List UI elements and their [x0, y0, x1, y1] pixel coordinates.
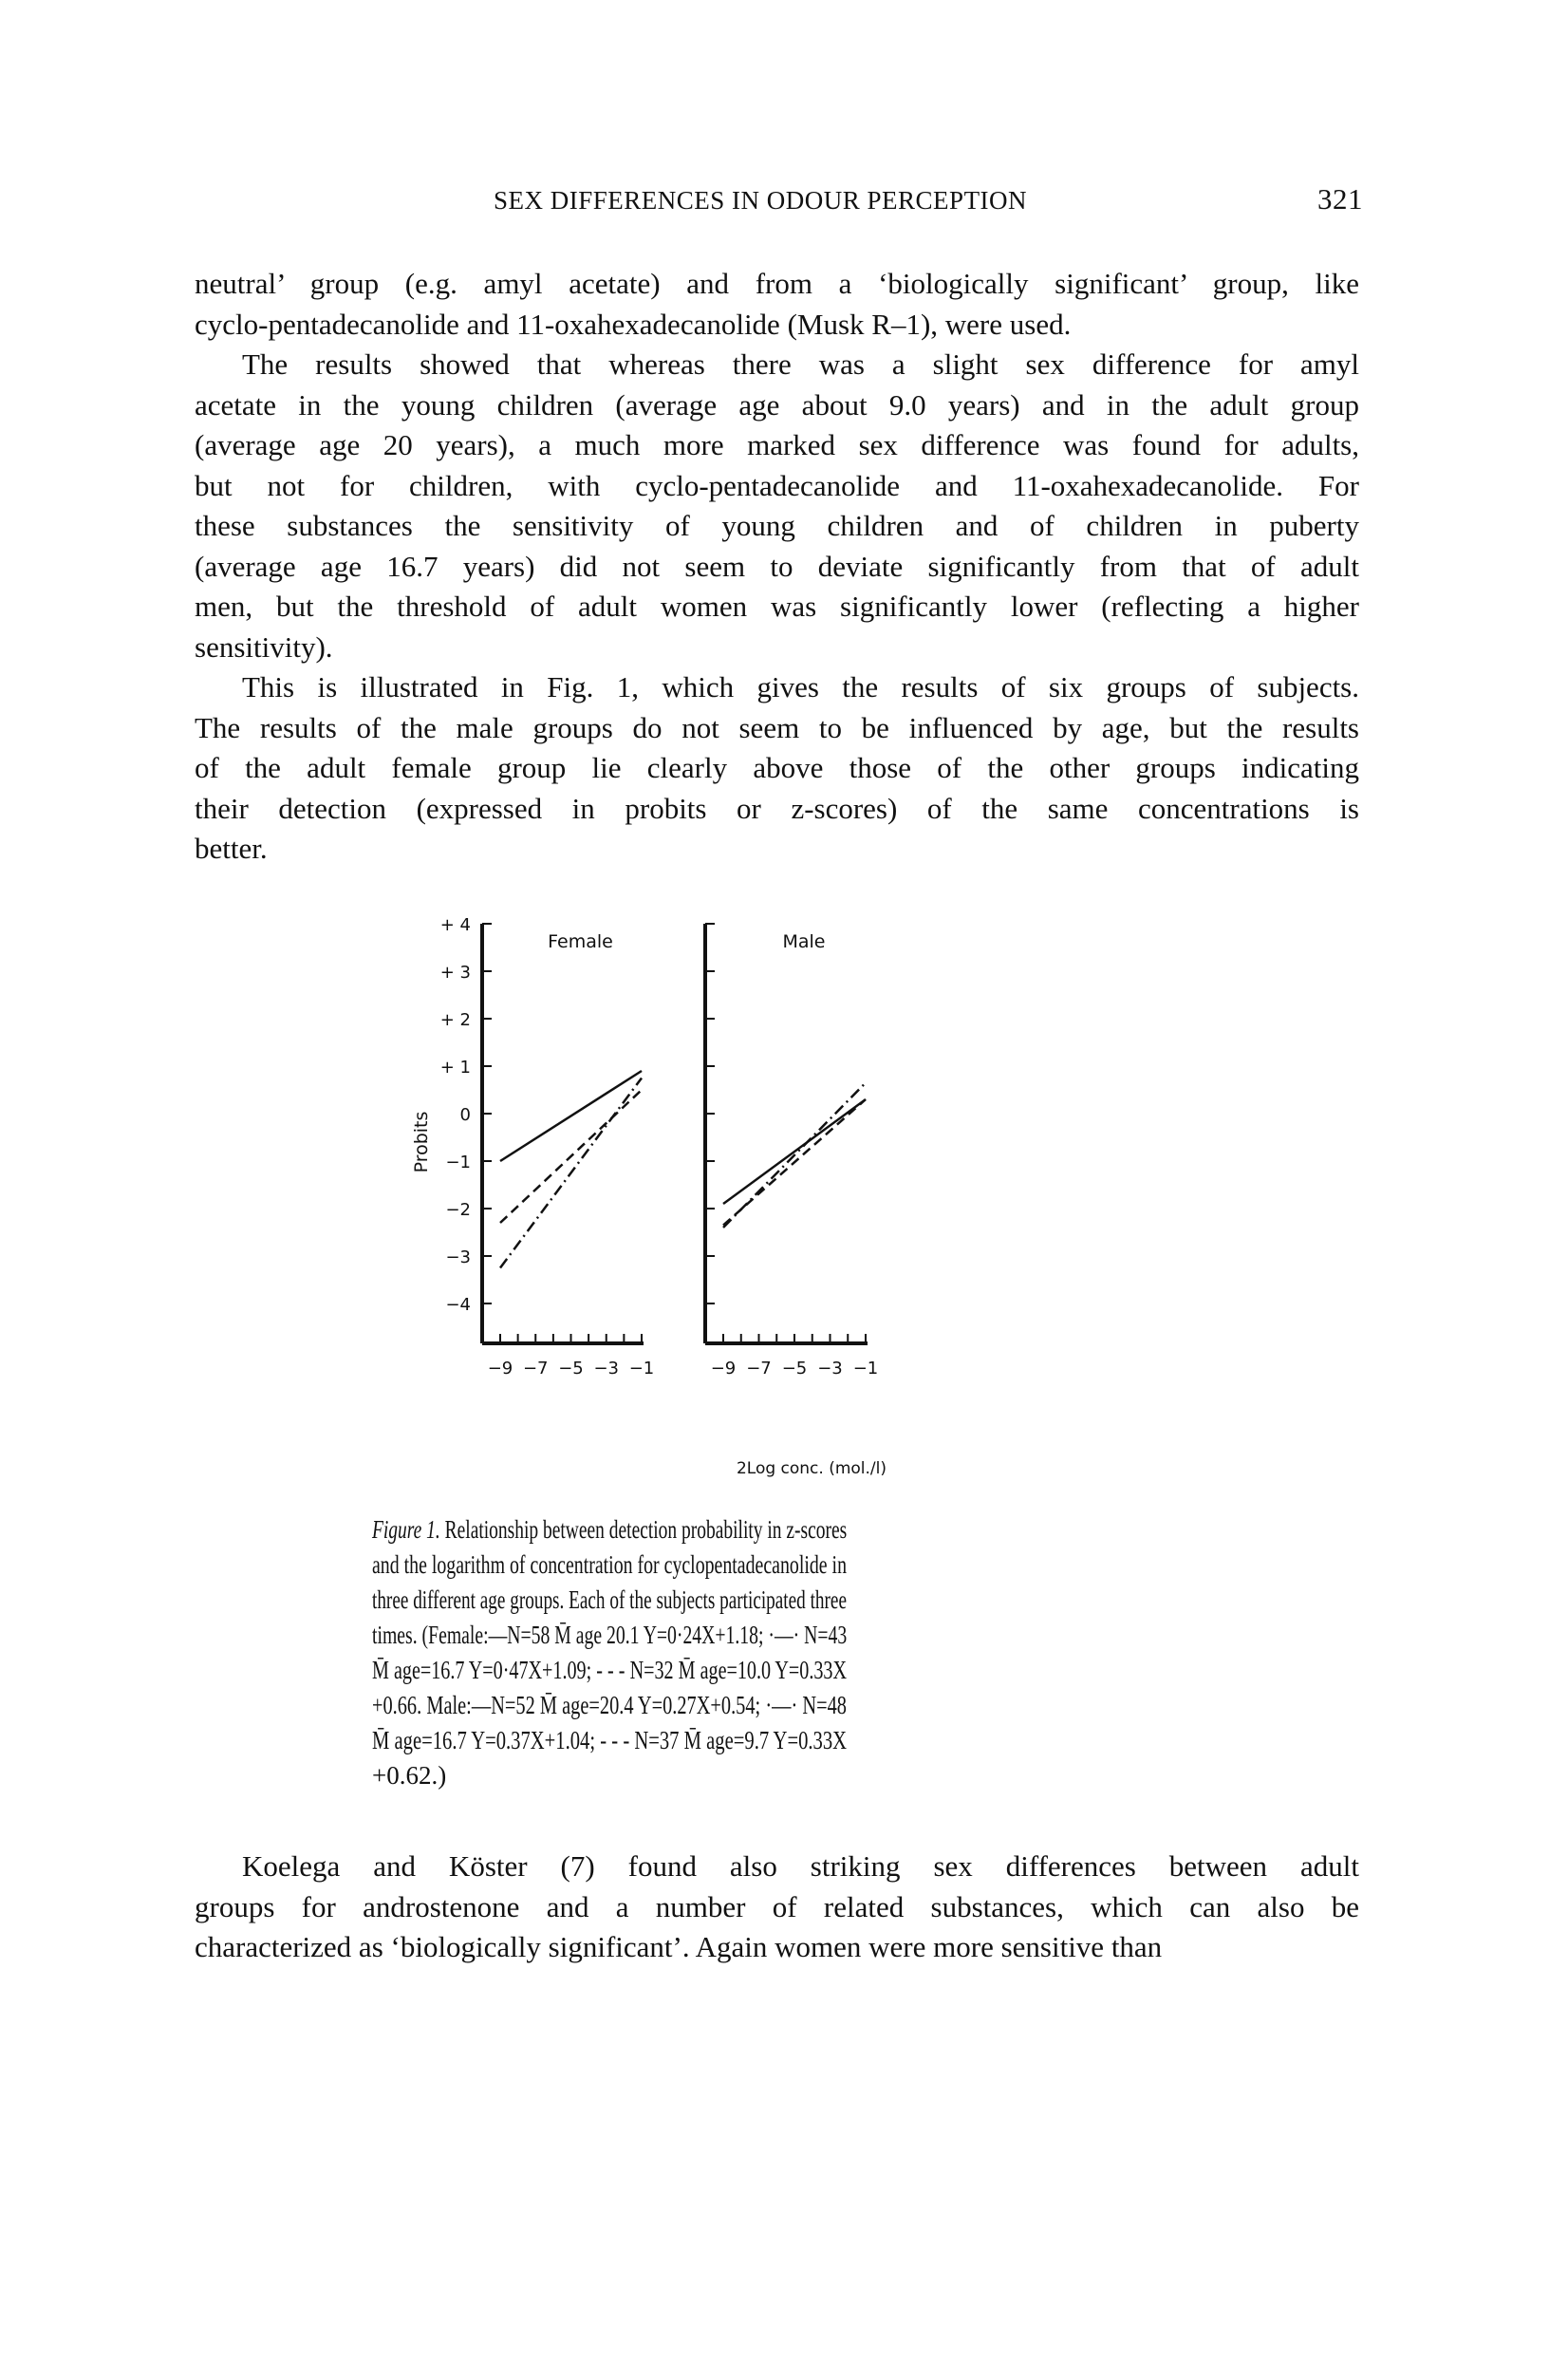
text-line: (average age 16.7 years) did not seem to deviate significantly from that of adult	[195, 549, 1359, 583]
text-line: acetate in the young children (average age about 9.0 years) and in the adult group	[195, 387, 1359, 422]
text-line: of the adult female group lie clearly above those of the other groups indicating	[195, 751, 1359, 784]
y-axis-label: Probits	[411, 1111, 432, 1173]
y-tick-label: −2	[445, 1200, 471, 1220]
x-tick-label: −9	[710, 1359, 737, 1378]
caption-text: Relationship between detection probability in z-scores	[439, 1515, 848, 1544]
text-line: groups for androstenone and a number of related substances, which can also be	[195, 1889, 1359, 1923]
running-title: SEX DIFFERENCES IN ODOUR PERCEPTION	[494, 186, 1028, 215]
y-tick-label: + 2	[439, 1010, 471, 1030]
series-line-dashdot	[500, 1078, 642, 1268]
x-tick-label: −3	[817, 1359, 843, 1378]
caption-line: and the logarithm of concentration for cyclopentadecanolide in	[372, 1550, 848, 1579]
figure-caption	[372, 1512, 847, 1793]
caption-label: Figure 1.	[372, 1515, 440, 1544]
caption-line: times. (Female:—N=58 M̄ age 20.1 Y=0·24X+1.18; ·—· N=43	[372, 1621, 848, 1649]
text-line: these substances the sensitivity of young children and of children in puberty	[195, 509, 1359, 542]
text-line: cyclo-pentadecanolide and 11-oxahexadecanolide (Musk R–1), were used.	[195, 307, 1072, 341]
series-line-dashdot	[723, 1083, 866, 1228]
caption-line: +0.66. Male:—N=52 M̄ age=20.4 Y=0.27X+0.54; ·—· N=48	[372, 1691, 847, 1719]
page-number: 321	[1317, 182, 1363, 216]
panel-title: Female	[548, 931, 613, 952]
x-tick-label: −9	[487, 1359, 513, 1378]
x-tick-label: −5	[781, 1359, 808, 1378]
text-line: This is illustrated in Fig. 1, which gives the results of six groups of subjects.	[242, 670, 1359, 703]
text-line: Koelega and Köster (7) found also striking sex differences between adult	[242, 1849, 1359, 1883]
x-tick-label: −7	[746, 1359, 772, 1378]
text-line: men, but the threshold of adult women was significantly lower (reflecting a higher	[195, 590, 1359, 623]
text-line: better.	[195, 832, 268, 865]
caption-line	[372, 1512, 847, 1547]
x-tick-label: −3	[593, 1359, 620, 1378]
panel-title: Male	[782, 931, 826, 952]
y-tick-label: −3	[445, 1247, 471, 1267]
x-tick-label: −5	[558, 1359, 584, 1378]
x-tick-label: −7	[522, 1359, 549, 1378]
caption-line: +0.62.)	[372, 1761, 447, 1790]
y-tick-label: −1	[445, 1153, 471, 1172]
text-line: The results showed that whereas there was a slight sex difference for amyl	[242, 347, 1359, 381]
x-tick-label: −1	[852, 1359, 879, 1378]
text-line: The results of the male groups do not seem to be influenced by age, but the results	[195, 710, 1359, 744]
y-tick-label: + 4	[439, 915, 471, 935]
series-line-dashed	[500, 1090, 642, 1223]
text-line: their detection (expressed in probits or z-scores) of the same concentrations is	[195, 791, 1359, 825]
y-tick-label: 0	[459, 1105, 471, 1125]
text-line: (average age 20 years), a much more marked sex difference was found for adults,	[195, 428, 1359, 461]
text-line: but not for children, with cyclo-pentadecanolide and 11-oxahexadecanolide. For	[195, 468, 1359, 502]
body-text-continued	[195, 1847, 1359, 1968]
text-line: neutral’ group (e.g. amyl acetate) and from a ‘biologically significant’ group, like	[195, 267, 1359, 300]
y-tick-label: + 3	[439, 963, 471, 983]
series-line-solid	[500, 1071, 642, 1161]
caption-line: M̄ age=16.7 Y=0·47X+1.09; - - - N=32 M̄ age=10.0 Y=0.33X	[372, 1656, 848, 1684]
caption-line: three different age groups. Each of the subjects participated three	[372, 1585, 847, 1614]
series-line-solid	[723, 1099, 866, 1204]
y-tick-label: −4	[445, 1295, 471, 1315]
text-line: characterized as ‘biologically significant’. Again women were more sensitive than	[195, 1930, 1163, 1963]
caption-line: M̄ age=16.7 Y=0.37X+1.04; - - - N=37 M̄ age=9.7 Y=0.33X	[372, 1726, 848, 1754]
x-tick-label: −1	[628, 1359, 655, 1378]
x-axis-label: 2Log conc. (mol./l)	[736, 1459, 887, 1478]
text-line: sensitivity).	[195, 629, 333, 664]
y-tick-label: + 1	[439, 1058, 471, 1078]
